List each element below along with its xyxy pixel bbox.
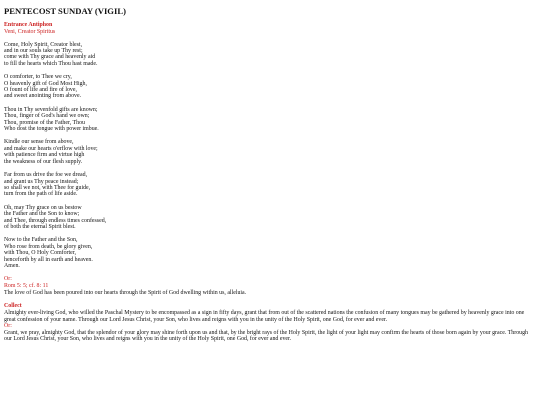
hymn-line: come with Thy grace and heavenly aid xyxy=(4,54,96,61)
hymn-line: Thou, promise of the Father, Thou xyxy=(4,119,85,126)
hymn-line: and sweet anointing from above. xyxy=(4,93,82,100)
page-title: PENTECOST SUNDAY (VIGIL) xyxy=(4,6,126,16)
hymn-line: so shall we not, with Thee for guide, xyxy=(4,184,91,191)
hymn-stanza xyxy=(4,139,536,165)
hymn-line: the Father and the Son to know; xyxy=(4,211,80,218)
hymn-line: Who dost the tongue with power imbue. xyxy=(4,126,99,133)
hymn-line: Come, Holy Spirit, Creator blest, xyxy=(4,41,83,48)
hymn-line: O comforter, to Thee we cry, xyxy=(4,74,72,81)
hymn-stanza xyxy=(4,42,536,68)
hymn-line: and grant us Thy peace instead; xyxy=(4,178,79,185)
entrance-antiphon-heading: Entrance Antiphon xyxy=(4,22,53,28)
entrance-subheading: Veni, Creator Spiritus xyxy=(4,28,56,35)
hymn-line: Now to the Father and the Son, xyxy=(4,237,78,244)
hymn-stanza xyxy=(4,107,536,133)
or-label: Or: xyxy=(4,276,12,283)
hymn-line: Who rose from death, be glory given, xyxy=(4,243,93,250)
hymn-line: O fount of life and fire of love, xyxy=(4,87,77,94)
collect-heading: Collect xyxy=(4,303,22,310)
collect-text-2: Grant, we pray, almighty God, that the splendor of your glory may shine forth upon us and that, by the bright rays of the Holy Spirit, the light of your light may confirm the hearts of those born again by your grace. Through our Lord Jesus Christ, your Son, who lives and reigns with you in the unity of the Holy Spirit, one God, for ever and ever. xyxy=(4,329,528,343)
hymn-line: and Thee, through endless times confessed, xyxy=(4,217,107,224)
hymn-stanza xyxy=(4,74,536,100)
hymn-line: the weakness of our flesh supply. xyxy=(4,158,83,165)
hymn-line: Kindle our sense from above, xyxy=(4,139,74,146)
hymn-line: turn from the path of life aside. xyxy=(4,191,78,198)
hymn-line: and in our souls take up Thy rest; xyxy=(4,48,83,54)
hymn-line: and make our hearts o'erflow with love; xyxy=(4,145,98,152)
scripture-reference: Rom 5: 5; cf. 8: 11 xyxy=(4,283,49,290)
hymn-line: to fill the hearts which Thou hast made. xyxy=(4,60,98,67)
collect-text-1: Almighty ever-living God, who willed the Paschal Mystery to be encompassed as a sign in fifty days, grant that from out of the scattered nations the confusion of many tongues may be gathered by heavenly grace into one great confession of your name. Through our Lord Jesus Christ, your Son, who lives and reigns with you in the unity of the Holy Spirit, one God, for ever and ever. xyxy=(4,310,525,323)
hymn-line: Amen. xyxy=(4,262,20,269)
hymn-line: Thou, finger of God's hand we own; xyxy=(4,113,90,120)
hymn-line: Thou in Thy sevenfold gifts are known; xyxy=(4,106,98,113)
hymn-line: with Thou, O Holy Comforter, xyxy=(4,250,76,257)
hymn-line: Far from us drive the foe we dread, xyxy=(4,172,88,179)
hymn-line: O heavenly gift of God Most High, xyxy=(4,80,87,87)
hymn-line: of both the eternal Spirit blest. xyxy=(4,223,76,230)
antiphon-alternative-text: The love of God has been poured into our hearts through the Spirit of God dwelling within us, alleluia. xyxy=(4,289,247,296)
hymn-stanza xyxy=(4,172,536,198)
hymn-stanza xyxy=(4,237,536,269)
hymn-stanzas xyxy=(4,42,536,270)
hymn-line: with patience firm and virtue high xyxy=(4,152,85,159)
hymn-stanza xyxy=(4,205,536,231)
hymn-line: Oh, may Thy grace on us bestow xyxy=(4,204,82,211)
collect-or-label: Or: xyxy=(4,322,12,329)
hymn-line: henceforth by all in earth and heaven. xyxy=(4,256,93,263)
